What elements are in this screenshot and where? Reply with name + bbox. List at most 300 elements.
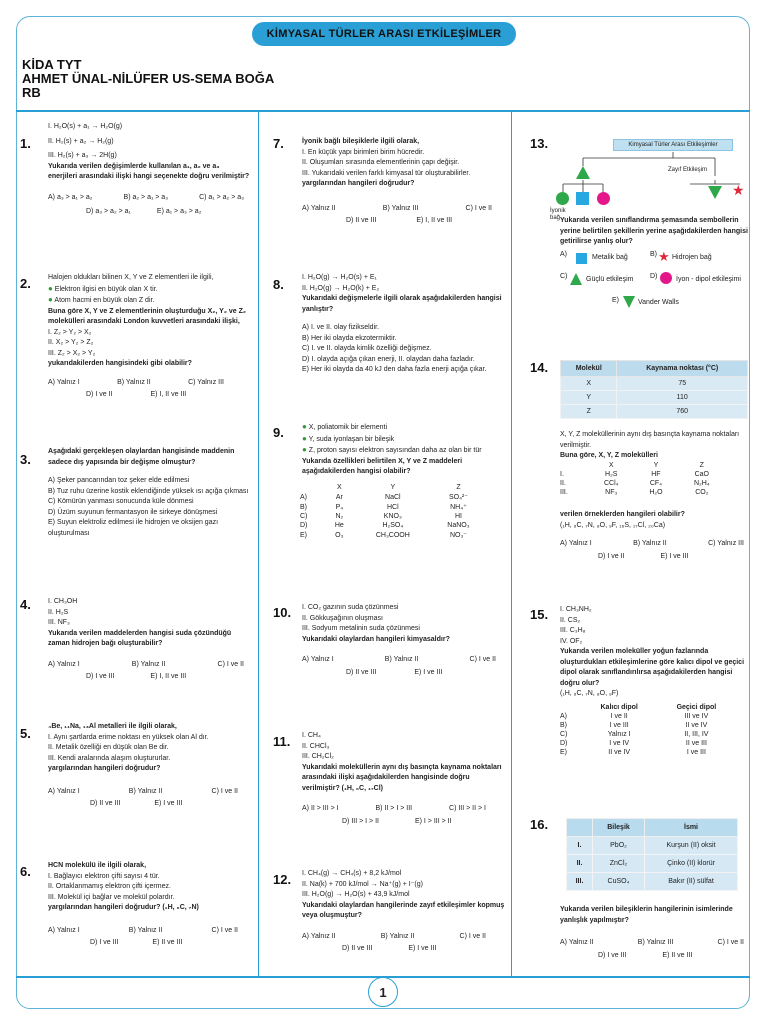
question-16 — [560, 905, 750, 961]
option-label: E) — [560, 749, 567, 756]
header-block — [22, 58, 274, 100]
q13-stem: Yukarıda verilen sınıflandırma şemasında sembollerin yerine belirtilen şekillerin yerine aşağıdakilerden hangisi getirilirse yanlış olur? — [560, 217, 748, 245]
q14-stem: X, Y, Z moleküllerinin aynı dış basınçta kaynama noktaları verilmiştir. — [560, 431, 740, 449]
q9-option-a[interactable] — [296, 492, 486, 502]
cell: H₂SO₄ — [382, 522, 404, 529]
cell: II. — [560, 480, 566, 487]
q10-option-b[interactable]: B) Yalnız II — [384, 656, 419, 663]
q15-number: 15. — [530, 607, 549, 622]
q9-bullet-3: Z, proton sayısı elektron sayısından daha az olan bir tür — [308, 447, 482, 454]
q14-ask3: (₁H, ₆C, ₇N, ₈O, ₉F, ₁₆S, ₁₇Cl, ₂₀Ca) — [560, 521, 666, 529]
column-divider-1 — [258, 112, 259, 976]
option-label: B) — [650, 251, 657, 258]
q3-stem: Aşağıdaki gerçekleşen olaylardan hangisinde maddenin sadece dış yapısında bir değişme olmuştur? — [48, 448, 235, 466]
cell: II. — [567, 855, 593, 873]
cell: He — [334, 522, 344, 529]
question-14 — [560, 430, 750, 462]
cell: NH₄⁺ — [450, 504, 467, 511]
q3-option-c[interactable]: C) Kömürün yanması sonucunda küle dönmesi — [48, 498, 194, 505]
q4-number: 4. — [20, 597, 31, 612]
question-9 — [302, 422, 506, 478]
cell: II ve IV — [608, 749, 631, 756]
circle-pink-icon — [660, 272, 672, 284]
option-label: D) — [650, 273, 658, 280]
q9-options-table — [296, 483, 486, 540]
q15-item: II. CS₂ — [560, 616, 581, 624]
q11-item: III. CH₂Cl₂ — [302, 753, 334, 760]
cell: I ve IV — [609, 740, 630, 747]
column-divider-2 — [511, 112, 512, 976]
cell: I. — [567, 837, 593, 855]
circle-green-icon — [556, 192, 569, 205]
q15-options-table — [556, 703, 736, 757]
table-row — [561, 377, 748, 391]
table-row — [567, 873, 738, 891]
question-7 — [302, 137, 504, 227]
q1-option-e[interactable]: E) a₁ > a₃ > a₂ — [156, 208, 202, 215]
q7-option-a[interactable]: A) Yalnız II — [302, 204, 336, 212]
q16-option-e[interactable]: E) II ve III — [662, 951, 693, 959]
q15-item: III. C₃H₈ — [560, 627, 586, 634]
q7-stem: İyonik bağlı bileşiklerle ilgili olarak, — [302, 138, 420, 145]
q5-option-e[interactable]: E) I ve III — [154, 800, 183, 807]
q7-item: II. Oluşumları sırasında elementlerinin çapı değişir. — [302, 159, 460, 166]
page-number: 1 — [368, 977, 398, 1007]
cell: N₂ — [335, 513, 344, 520]
q13-option-c-text: Güçlü etkileşim — [586, 276, 634, 283]
q9-option-e[interactable] — [296, 530, 486, 540]
q9-number: 9. — [273, 425, 284, 440]
table-row — [561, 391, 748, 405]
cell: 110 — [617, 391, 748, 405]
q2-item: I. Z₂ > Y₂ > X₂ — [48, 328, 92, 336]
q15-item: IV. OF₂ — [560, 637, 583, 645]
question-3 — [48, 447, 250, 539]
q11-item: II. CHCl₃ — [302, 742, 330, 750]
q2-bullet-1: Elektron ilgisi en büyük olan X tir. — [54, 285, 158, 293]
q13-option-a-text: Metalik bağ — [592, 254, 628, 261]
q4-stem: Yukarıda verilen maddelerden hangisi suda çözündüğü zaman hidrojen bağı oluşturabilir? — [48, 629, 232, 647]
q2-option-c[interactable]: C) Yalnız III — [188, 378, 224, 386]
q8-option-d[interactable]: D) I. olayda açığa çıkan enerji, II. olaydan daha fazladır. — [302, 355, 475, 363]
q9-col-y: Y — [390, 484, 396, 491]
q4-option-d[interactable]: D) I ve III — [86, 673, 115, 680]
q8-option-a[interactable]: A) I. ve II. olay fizikseldir. — [302, 324, 380, 331]
cell: CaO — [694, 471, 709, 478]
q1-item: I. H₂O(s) + a₁ → H₂O(g) — [48, 123, 123, 130]
q9-stem: Yukarıda özellikleri belirtilen X, Y ve Z maddeleri aşağıdakilerden hangisi olabilir? — [302, 457, 463, 475]
option-label: A) — [560, 713, 567, 720]
q6-item: II. Ortaklanmamış elektron çifti içermez. — [48, 883, 171, 890]
cell: CuSO₄ — [593, 873, 645, 891]
q15-col-permanent: Kalıcı dipol — [600, 704, 638, 711]
q5-item: III. Kendi aralarında alaşım oluştururlar. — [48, 754, 171, 762]
q3-option-a[interactable]: A) Şeker pancarından toz şeker elde edilmesi — [48, 477, 190, 484]
q7-option-e[interactable]: E) I, II ve III — [416, 217, 453, 224]
cell: I. — [560, 471, 564, 478]
q2-option-d[interactable]: D) I ve II — [86, 391, 113, 398]
star-icon: ★ — [658, 249, 670, 264]
q9-bullet-1: X, poliatomik bir elementi — [308, 424, 387, 431]
q7-option-c[interactable]: C) I ve II — [465, 204, 492, 212]
q10-option-c[interactable]: C) I ve II — [469, 656, 496, 663]
q2-intro: Halojen oldukları bilinen X, Y ve Z elementleri ile ilgili, — [48, 274, 214, 281]
q13-left-label: İyonik bağ — [550, 208, 566, 221]
table-row — [567, 855, 738, 873]
q12-item: II. Na(k) + 700 kJ/mol → Na⁺(g) + I⁻(g) — [302, 880, 423, 888]
q7-option-d[interactable]: D) II ve III — [346, 217, 377, 224]
q11-option-d[interactable]: D) III > I > II — [342, 817, 379, 825]
q15-stem: Yukarıda verilen moleküller yoğun fazlarında oluşturdukları etkileşimlerine göre kalıcı dipol ve geçici dipol olarak sınıflandırılırsa aşağıdakilerden hangisi doğru olur? — [560, 648, 745, 687]
q5-ask: yargılarından hangileri doğrudur? — [48, 765, 161, 772]
q13-option-b[interactable] — [650, 250, 657, 261]
q8-item: I. H₂O(g) → H₂O(s) + E₁ — [302, 274, 377, 281]
circle-pink-icon — [597, 192, 610, 205]
q15-option-b[interactable] — [556, 721, 736, 730]
cell: 75 — [617, 377, 748, 391]
q13-option-d-text: İyon - dipol etkileşimi — [676, 276, 741, 283]
q2-bullet-2: Atom hacmi en büyük olan Z dir. — [54, 297, 155, 304]
header-divider — [16, 110, 750, 112]
q5-option-c[interactable]: C) I ve II — [211, 787, 238, 795]
q16-option-d[interactable]: D) I ve III — [598, 951, 627, 959]
q2-item: III. Z₂ > X₂ > Y₂ — [48, 349, 96, 357]
q10-option-a[interactable]: A) Yalnız I — [302, 656, 334, 663]
q16-option-a[interactable]: A) Yalnız II — [560, 939, 594, 946]
q16-col-compound: Bileşik — [593, 819, 645, 837]
cell: II ve IV — [685, 722, 708, 729]
q13-option-c[interactable] — [560, 272, 567, 283]
bullet-icon: ● — [302, 433, 307, 443]
q13-option-e[interactable] — [612, 296, 619, 307]
header-line3: RB — [22, 85, 41, 100]
q10-stem: Yukarıdaki olaylardan hangileri kimyasaldır? — [302, 635, 450, 643]
question-4 — [48, 597, 250, 683]
question-10 — [302, 603, 506, 678]
q5-item: I. Aynı şartlarda erime noktası en yüksek olan Al dır. — [48, 733, 209, 741]
table-row — [561, 405, 748, 419]
q16-number: 16. — [530, 817, 549, 832]
q6-option-c[interactable]: C) I ve II — [211, 926, 238, 934]
square-blue-icon — [576, 253, 587, 264]
cell: II, III, IV — [684, 731, 709, 738]
cell: Bakır (II) sülfat — [645, 873, 738, 891]
cell: X — [561, 377, 617, 391]
cell: HF — [651, 471, 661, 478]
q1-option-d[interactable]: D) a₃ > a₂ > a₁ — [86, 208, 131, 215]
q2-number: 2. — [20, 276, 31, 291]
triangle-icon — [576, 166, 590, 179]
q14-ask2: verilen örneklerden hangileri olabilir? — [560, 511, 685, 518]
question-6 — [48, 861, 250, 949]
cell: 760 — [617, 405, 748, 419]
q1-stem: Yukarıda verilen değişimlerde kullanılan a₁, a₂ ve a₃ enerjileri arasındaki ilişki hangi seçenekte doğru verilmiştir? — [48, 162, 250, 180]
q15-option-d[interactable] — [556, 739, 736, 748]
header-line1: KİDA TYT — [22, 57, 82, 72]
q7-option-b[interactable]: B) Yalnız III — [382, 204, 419, 212]
q9-bullet-2: Y, suda iyonlaşan bir bileşik — [308, 435, 395, 443]
cell: III ve IV — [684, 713, 709, 720]
triangle-down-icon — [623, 296, 635, 308]
q5-stem: ₄Be, ₁₁Na, ₁₃Al metalleri ile ilgili olarak, — [48, 723, 177, 730]
cell: NaCl — [385, 493, 401, 501]
cell: CF₄ — [649, 480, 663, 487]
q8-option-b[interactable]: B) Her iki olayda ekzotermiktir. — [302, 334, 397, 342]
q15-item: I. CH₃NH₂ — [560, 606, 592, 613]
q1-option-c[interactable]: C) a₁ > a₂ > a₃ — [199, 193, 244, 201]
q6-item: III. Molekül içi bağlar ve molekül polardır. — [48, 893, 175, 901]
q11-option-a[interactable]: A) II > III > I — [302, 805, 339, 812]
q16-col-name: İsmi — [645, 819, 738, 837]
q15-col-temporary: Geçici dipol — [676, 704, 717, 711]
q14-col-y: Y — [653, 462, 659, 469]
q13-diagram-root: Kimyasal Türler Arası Etkileşimler — [613, 139, 733, 151]
option-label: B) — [560, 722, 567, 729]
q13-option-b-text: Hidrojen bağ — [672, 254, 712, 261]
q4-item: I. CH₃OH — [48, 598, 78, 605]
q14-option-b[interactable]: B) Yalnız II — [633, 540, 667, 547]
q13-option-e-text: Vander Walls — [638, 299, 679, 306]
question-8 — [302, 273, 504, 376]
star-icon: ★ — [732, 182, 745, 198]
q8-number: 8. — [273, 277, 284, 292]
q6-option-e[interactable]: E) II ve III — [152, 939, 183, 946]
cell: Kurşun (II) oksit — [645, 837, 738, 855]
q6-option-a[interactable]: A) Yalnız I — [48, 926, 80, 934]
q10-option-e[interactable]: E) I ve III — [414, 668, 443, 676]
q1-item: II. H₂(s) + a₂ → H₂(g) — [48, 137, 114, 145]
q14-number: 14. — [530, 360, 549, 375]
q5-option-d[interactable]: D) II ve III — [90, 800, 121, 807]
q4-item: III. NF₃ — [48, 619, 70, 626]
q12-stem: Yukarıdaki olaylardan hangilerinde zayıf etkileşimler kopmuş veya oluşmuştur? — [302, 901, 505, 919]
q1-item: III. H₂(s) + a₃ → 2H(g) — [48, 152, 117, 159]
q14-option-c[interactable]: C) Yalnız III — [708, 540, 744, 547]
q1-number: 1. — [20, 136, 31, 151]
q16-option-b[interactable]: B) Yalnız III — [637, 939, 674, 946]
q8-stem: Yukarıdaki değişmelerle ilgili olarak aşağıdakilerden hangisi yanlıştır? — [302, 295, 502, 313]
option-label: E) — [300, 531, 307, 539]
q4-option-b[interactable]: B) Yalnız II — [131, 660, 166, 668]
bullet-icon: ● — [302, 422, 307, 431]
cell: H₂S — [605, 471, 618, 478]
q11-item: I. CH₄ — [302, 732, 321, 739]
cell: CO₂ — [695, 489, 709, 496]
q2-ask: yukarıdakilerden hangisindeki gibi olabilir? — [48, 360, 192, 367]
cell: ZnCl₂ — [593, 855, 645, 873]
q14-options-table — [556, 461, 726, 497]
q8-option-c[interactable]: C) I. ve II. olayda kimlik özelliği değişmez. — [302, 345, 432, 352]
q13-right-label: Zayıf Etkileşim — [668, 167, 708, 173]
q14-col-molecule: Molekül — [561, 361, 617, 377]
q9-col-z: Z — [456, 484, 461, 491]
q6-option-b[interactable]: B) Yalnız II — [128, 926, 163, 934]
q14-col-x: X — [608, 462, 614, 469]
question-5 — [48, 722, 250, 810]
cell: KNO₃ — [383, 513, 402, 520]
cell: PbO₂ — [593, 837, 645, 855]
q2-option-b[interactable]: B) Yalnız II — [117, 378, 151, 386]
q12-option-d[interactable]: D) II ve III — [342, 945, 373, 952]
q2-option-e[interactable]: E) I, II ve III — [150, 391, 187, 398]
q13-option-d[interactable] — [650, 272, 657, 283]
q16-stem: Yukarıda verilen bileşiklerin hangilerinin isimlerinde yanlışlık yapılmıştır? — [560, 906, 733, 924]
q12-option-c[interactable]: C) I ve II — [459, 932, 486, 940]
cell: II ve III — [685, 740, 707, 747]
option-label: B) — [300, 503, 307, 511]
q6-item: I. Bağlayıcı elektron çifti sayısı 4 tür. — [48, 872, 160, 880]
q10-item: III. Sodyum metalinin suda çözünmesi — [302, 625, 420, 632]
q8-option-e[interactable]: E) Her iki olayda da 40 kJ den daha fazla enerji açığa çıkar. — [302, 366, 487, 373]
q7-item: III. Yukarıdaki verilen farklı kimyasal tür oluşturabilirler. — [302, 169, 471, 177]
q14-col-bp: Kaynama noktası (°C) — [617, 361, 748, 377]
option-label: A) — [560, 251, 567, 258]
bullet-icon: ● — [48, 283, 53, 293]
option-label: A) — [300, 493, 307, 501]
cell: Yalnız I — [607, 731, 631, 738]
table-row — [556, 470, 726, 479]
q7-number: 7. — [273, 136, 284, 151]
question-15 — [560, 605, 750, 700]
q6-stem: HCN molekülü ile ilgili olarak, — [48, 862, 147, 869]
option-label: C) — [560, 273, 568, 280]
q10-item: I. CO₂ gazının suda çözünmesi — [302, 604, 399, 611]
q14-ask: Buna göre, X, Y, Z molekülleri — [560, 452, 658, 459]
q10-item: II. Gökkuşağının oluşması — [302, 614, 383, 622]
cell: I ve II — [610, 713, 628, 720]
q15-option-a[interactable] — [556, 712, 736, 721]
q1-option-a[interactable]: A) a₃ > a₁ > a₂ — [48, 193, 93, 201]
cell: Z — [561, 405, 617, 419]
table-row — [556, 479, 726, 488]
square-blue-icon — [576, 192, 589, 205]
cell: Çinko (II) klorür — [645, 855, 738, 873]
table-row — [567, 837, 738, 855]
q6-ask: yargılarından hangileri doğrudur? (₁H, ₆C, ₇N) — [48, 904, 199, 911]
q1-option-b[interactable]: B) a₂ > a₁ > a₃ — [123, 193, 169, 201]
q11-number: 11. — [273, 734, 291, 749]
triangle-down-icon — [708, 186, 722, 199]
q3-option-d[interactable]: D) Üzüm suyunun fermantasyon ile sirkeye dönüşmesi — [48, 508, 218, 516]
page-title: KİMYASAL TÜRLER ARASI ETKİLEŞİMLER — [252, 22, 516, 46]
q12-item: III. H₂O(g) → H₂O(s) + 43,9 kJ/mol — [302, 891, 410, 898]
q9-option-d[interactable] — [296, 521, 486, 530]
cell: III. — [560, 489, 568, 496]
q7-ask: yargılarından hangileri doğrudur? — [302, 180, 415, 187]
q4-item: II. H₂S — [48, 608, 69, 616]
q12-option-b[interactable]: B) Yalnız II — [380, 932, 415, 940]
q16-table — [566, 818, 738, 891]
option-label: C) — [300, 513, 308, 520]
q9-option-b[interactable] — [296, 502, 486, 512]
q2-item: II. X₂ > Y₂ > Z₂ — [48, 339, 94, 346]
q7-item: I. En küçük yapı birimleri birim hücredir. — [302, 148, 425, 156]
q5-option-b[interactable]: B) Yalnız II — [128, 787, 163, 795]
q11-option-c[interactable]: C) III > II > I — [449, 805, 486, 812]
q15-option-e[interactable] — [556, 748, 736, 757]
table-row — [556, 488, 726, 497]
cell: H₂O — [649, 489, 663, 496]
bullet-icon: ● — [302, 445, 307, 454]
q6-number: 6. — [20, 864, 31, 879]
question-13 — [560, 216, 750, 248]
q11-option-e[interactable]: E) I > III > II — [414, 817, 452, 825]
question-2 — [48, 273, 250, 401]
question-1 — [48, 122, 250, 218]
q5-number: 5. — [20, 726, 31, 741]
question-11 — [302, 731, 506, 827]
q10-number: 10. — [273, 605, 292, 620]
q5-option-a[interactable]: A) Yalnız I — [48, 787, 80, 795]
header-line2: AHMET ÜNAL-NİLÜFER US-SEMA BOĞA — [22, 71, 275, 86]
cell: O₃ — [335, 531, 344, 539]
option-label: C) — [560, 731, 568, 738]
triangle-icon — [570, 273, 582, 285]
q14-table — [560, 360, 748, 419]
q9-col-x: X — [336, 484, 342, 491]
cell: CCl₄ — [603, 480, 619, 487]
q14-option-d[interactable]: D) I ve II — [598, 552, 625, 560]
q15-option-c[interactable] — [556, 730, 736, 739]
q14-option-a[interactable]: A) Yalnız I — [560, 540, 592, 547]
q12-item: I. CH₄(g) → CH₄(s) + 8,2 kJ/mol — [302, 870, 402, 877]
q5-item: II. Metalik özelliği en düşük olan Be dir. — [48, 744, 169, 751]
cell: NO₃⁻ — [449, 532, 467, 539]
cell: SO₄²⁻ — [448, 494, 468, 501]
q8-item: II. H₂O(g) → H₂O(k) + E₂ — [302, 284, 380, 292]
q3-option-b[interactable]: B) Tuz ruhu üzerine kostik eklendiğinde yüksek ısı açığa çıkması — [48, 487, 249, 495]
cell: HCl — [386, 503, 399, 511]
question-14-ask — [560, 510, 750, 562]
q15-atoms: (₁H, ₆C, ₇N, ₈O, ₉F) — [560, 690, 619, 697]
q4-option-c[interactable]: C) I ve II — [217, 660, 244, 668]
q4-option-e[interactable]: E) I, II ve III — [150, 673, 187, 680]
q14-option-e[interactable]: E) I ve III — [660, 552, 689, 560]
option-label: E) — [612, 297, 619, 304]
q12-option-e[interactable]: E) I ve III — [408, 945, 437, 952]
q6-option-d[interactable]: D) I ve III — [90, 939, 119, 946]
cell: HI — [454, 513, 462, 520]
q3-number: 3. — [20, 452, 31, 467]
cell: I ve III — [686, 749, 706, 756]
q11-stem: Yukarıdaki moleküllerin aynı dış basınçta kaynama noktaları arasındaki ilişki aşağıdakilerden hangisinde doğru verilmiştir? (₁H, ₆C, ₁₇Cl) — [302, 763, 502, 792]
q3-option-e[interactable]: E) Suyun elektroliz edilmesi ile hidrojen ve oksijen gazı oluşturulması — [48, 519, 219, 537]
q13-number: 13. — [530, 136, 549, 151]
q9-option-c[interactable] — [296, 512, 486, 521]
q2-stem: Buna göre X, Y ve Z elementlerinin oluşturduğu X₂, Y₂ ve Z₂ molekülleri arasındaki London kuvvetleri arasındaki ilişki, — [48, 307, 246, 325]
q11-option-b[interactable]: B) II > I > III — [375, 805, 413, 812]
q2-option-a[interactable]: A) Yalnız I — [48, 378, 80, 386]
q13-option-a[interactable] — [560, 250, 567, 261]
cell: CH₃COOH — [375, 531, 410, 539]
q4-option-a[interactable]: A) Yalnız I — [48, 660, 80, 668]
question-12 — [302, 869, 506, 955]
q12-option-a[interactable]: A) Yalnız II — [302, 932, 336, 940]
cell: Y — [561, 391, 617, 405]
q10-option-d[interactable]: D) II ve III — [346, 668, 377, 676]
cell: III. — [567, 873, 593, 891]
option-label: D) — [560, 740, 568, 747]
cell: P₄ — [335, 503, 344, 511]
q12-number: 12. — [273, 872, 292, 887]
option-label: D) — [300, 522, 308, 529]
cell: N₂H₄ — [693, 480, 710, 487]
cell: Ar — [335, 493, 343, 501]
q14-col-z: Z — [699, 462, 704, 469]
cell: NaNO₃ — [447, 522, 470, 529]
q16-option-c[interactable]: C) I ve II — [717, 939, 744, 946]
bullet-icon: ● — [48, 295, 53, 304]
